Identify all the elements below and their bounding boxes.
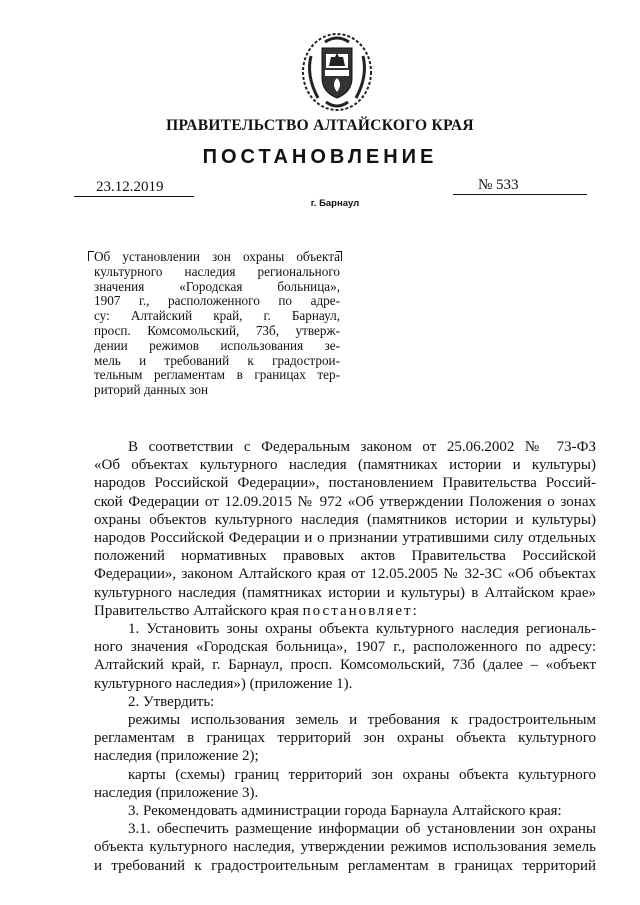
text-line: режимы использования земель и требования к градостроительным — [128, 712, 596, 729]
subject-line: су: Алтайский край, г. Барнаул, — [94, 308, 340, 324]
subject-line: тельным регламентам в границах тер- — [94, 367, 340, 383]
subject-line: риторий данных зон — [94, 382, 209, 398]
number-underline — [453, 194, 587, 195]
coat-of-arms-emblem — [298, 26, 376, 114]
resolution-verb: постановляет: — [302, 602, 419, 619]
government-title: ПРАВИТЕЛЬСТВО АЛТАЙСКОГО КРАЯ — [166, 117, 474, 134]
text-line: «Об объектах культурного наследия (памятниках истории и культуры) — [94, 457, 596, 474]
subject-line: мель и требований к градострои- — [94, 352, 340, 368]
text-line: 1. Установить зоны охраны объекта культурного наследия региональ- — [128, 621, 596, 638]
subject-line: культурного наследия регионального — [94, 263, 340, 279]
text-line: карты (схемы) границ территорий зон охраны объекта культурного — [128, 766, 596, 783]
text-line: ного значения «Городская больница», 1907 г., расположенного по адресу: — [94, 639, 596, 656]
text-line: охраны объектов культурного наследия (памятников истории и культуры) — [94, 511, 596, 528]
city-name: г. Барнаул — [310, 198, 360, 209]
text-line: 3. Рекомендовать администрации города Барнаула Алтайского края: — [128, 803, 562, 820]
text-line: наследия (приложение 2); — [94, 748, 259, 765]
item-1 — [94, 620, 596, 693]
resolution-prefix: Правительство Алтайского края — [94, 602, 303, 619]
text-line — [94, 602, 596, 620]
subject-line: просп. Комсомольский, 73б, утверж- — [94, 322, 340, 338]
text-line: В соответствии с Федеральным законом от 25.06.2002 № 73-ФЗ — [128, 439, 596, 455]
text-line: культурного наследия») (приложение 1). — [94, 675, 353, 692]
document-body — [94, 438, 596, 875]
subject-line: 1907 г., расположенного по адре- — [94, 293, 340, 309]
text-line: народов Российской Федерации и о признании утратившими силу отдельных — [94, 530, 596, 547]
text-line: регламентам в границах территорий зон охраны объекта культурного — [94, 730, 596, 747]
text-line: 2. Утвердить: — [128, 693, 215, 710]
date-underline — [74, 196, 194, 197]
item-3 — [94, 802, 596, 875]
document-subject — [94, 250, 340, 398]
document-number: № 533 — [478, 177, 519, 193]
text-line: и требований к градостроительным регламентам в границах территорий — [94, 857, 596, 874]
subject-line: Об установлении зон охраны объекта — [94, 249, 340, 264]
subject-line: дении режимов использования зе- — [94, 337, 340, 353]
text-line: положений нормативных правовых актов Правительства Российской — [94, 548, 596, 565]
text-line: объекта культурного наследия, утверждении режимов использования земель — [94, 839, 596, 856]
text-line: ской Федерации от 12.09.2015 № 972 «Об утверждении Положения о зонах — [94, 493, 596, 510]
subject-line: значения «Городская больница», — [94, 278, 340, 294]
document-date: 23.12.2019 — [96, 179, 164, 195]
text-line: наследия (приложение 3). — [94, 784, 259, 801]
text-line: народов Российской Федерации», постановлением Правительства Россий- — [94, 475, 596, 492]
text-line: Алтайский край, г. Барнаул, просп. Комсомольский, 73б (далее – «объект — [94, 657, 596, 674]
preamble-paragraph — [94, 438, 596, 620]
text-line: культурного наследия (памятниках истории и культуры) в Алтайском крае» — [94, 584, 596, 601]
item-2 — [94, 693, 596, 802]
text-line: Федерации», законом Алтайского края от 12.05.2005 № 32-ЗС «Об объектах — [94, 566, 596, 583]
text-line: 3.1. обеспечить размещение информации об установлении зон охраны — [128, 821, 596, 838]
document-type-title: ПОСТАНОВЛЕНИЕ — [202, 146, 438, 168]
